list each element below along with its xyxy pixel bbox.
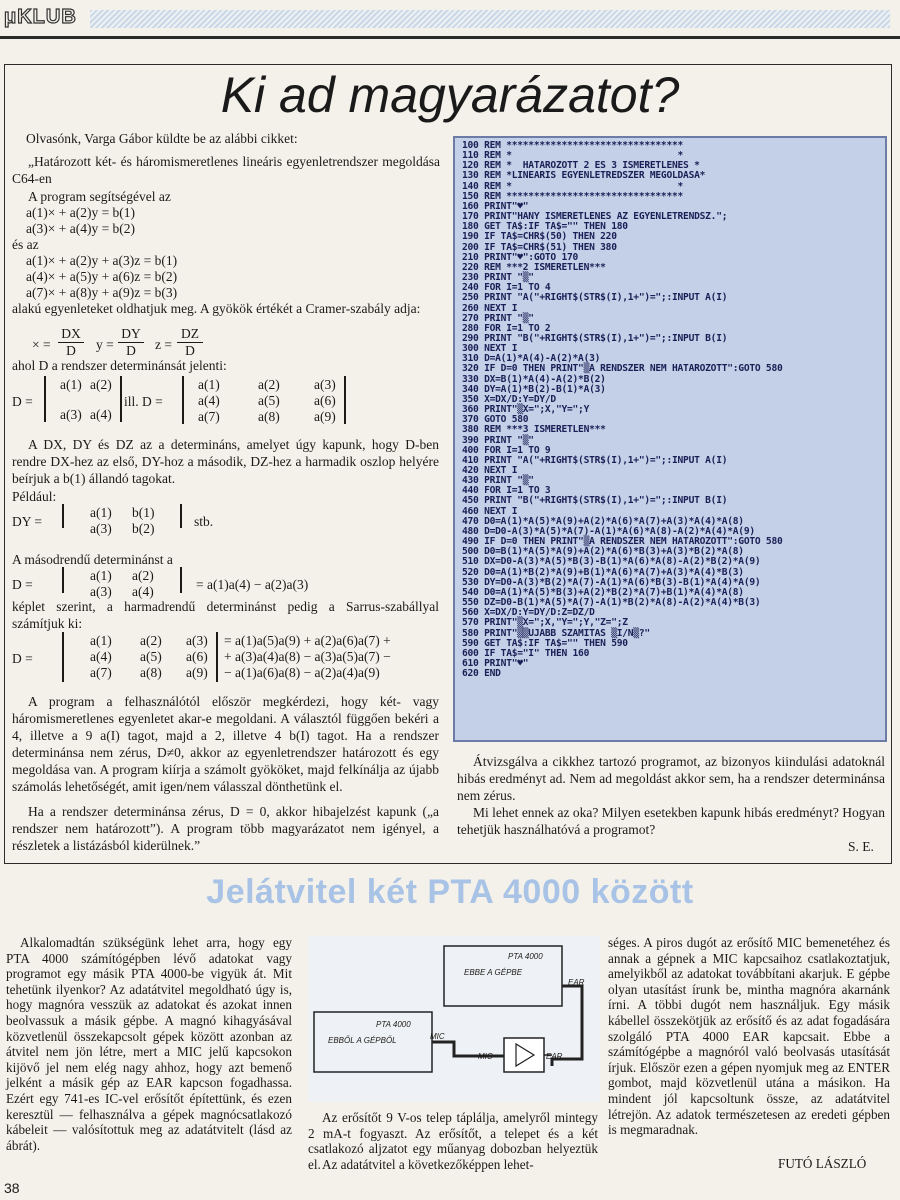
det3-a5: a(5): [258, 393, 280, 408]
d3-c7: a(7): [90, 665, 112, 680]
det2-a4: a(4): [90, 407, 112, 422]
det3-a9: a(9): [314, 409, 336, 424]
es-az-text: és az: [12, 237, 39, 252]
dy-c4: b(2): [132, 521, 155, 536]
diagram-pc1-name: PTA 4000: [508, 952, 543, 961]
det2-a1: a(1): [60, 377, 82, 392]
fraction-dz: [177, 326, 203, 359]
page-number: 38: [4, 1180, 20, 1196]
det3-a3: a(3): [314, 377, 336, 392]
section-logo: μKLUB: [4, 6, 77, 28]
equation-3b: a(4)× + a(5)y + a(6)z = b(2): [26, 269, 178, 284]
fraction-dz-num: DZ: [181, 326, 199, 341]
signature: S. E.: [848, 839, 874, 854]
d3-c4: a(4): [90, 649, 112, 664]
dy-c2: b(1): [132, 505, 155, 520]
d2-c1: a(1): [90, 568, 112, 583]
diagram-pc2-name: PTA 4000: [376, 1020, 411, 1029]
ill-text: ill. D =: [124, 394, 163, 409]
program-paragraph-2: A program a felhasználótól először megkérdezi, hogy két- vagy háromismeretlenes egyenletet akar-e megoldani. A választól függően bekéri a 4, illetve a 9 a(I) tagot, majd a 2, illetve 4 b(I) tagot. Ha a rendszer determinánsa nem zérus, D≠0, akkor az egyenletrendszer határozott és egy megoldása van. A program kiírja a számolt gyököket, majd felkínálja az újabb számolás lehetőségét, amit igen/nem válasszal dönthetünk el.: [12, 694, 439, 794]
diagram-ear-amp: EAR: [546, 1052, 563, 1061]
det3-right-bar: [344, 376, 346, 424]
diagram-mic-left: MIC: [430, 1032, 445, 1041]
dy-lhs: DY =: [12, 514, 42, 529]
diagram-pc1-sub: EBBE A GÉPBE: [464, 968, 523, 977]
d3-rhs-1: = a(1)a(5)a(9) + a(2)a(6)a(7) +: [224, 633, 391, 648]
amplifier-box: [504, 1038, 544, 1072]
d3-c9: a(9): [186, 665, 208, 680]
article2-author: FUTÓ LÁSZLÓ: [778, 1156, 867, 1171]
d2-left-bar: [62, 567, 64, 593]
equation-3a: a(1)× + a(2)y + a(3)z = b(1): [26, 253, 178, 268]
det3-a4: a(4): [198, 393, 220, 408]
cramer-x: × =: [32, 337, 51, 352]
fraction-dy: [118, 326, 144, 359]
equation-2b: a(3)× + a(4)y = b(2): [26, 221, 136, 236]
cramer-paragraph: alakú egyenleteket oldhatjuk meg. A gyökök értékét a Cramer-szabály adja:: [12, 301, 421, 316]
intro-text: Olvasónk, Varga Gábor küldte be az alábbi cikket:: [26, 131, 298, 146]
d3-lhs: D =: [12, 651, 33, 666]
masodrendu-text: A másodrendű determinánst a: [12, 552, 173, 567]
dy-stb: stb.: [194, 514, 214, 529]
det3-a8: a(8): [258, 409, 280, 424]
wiring-diagram: [304, 934, 600, 1104]
diagram-pc2-sub: EBBŐL A GÉPBŐL: [328, 1036, 397, 1045]
d2-rhs: = a(1)a(4) − a(2)a(3): [196, 577, 309, 592]
dy-c3: a(3): [90, 521, 112, 536]
diagram-mic-amp: MIC: [478, 1052, 493, 1061]
article2-column-3: séges. A piros dugót az erősítő MIC bemenetéhez és annak a gépnek a MIC kapcsaihoz csatlakoztatjuk, amelyikből az adatokat továbbítani akarjuk. E gépbe olyan utasítást írunk be, mintha magnóra akarnánk írni. A többi dugót nem használjuk. Egy másik kábellel összekötjük az erősítő és az adat fogadására szolgáló PTA 4000 EAR kapcsait. Ebbe a számítógépbe a magnóról való beolvasás utasítását írjuk. Először ezen a gépen nyomjuk meg az ENTER gombot, majd közvetlenül utána a másikon. Ha mindent jól kapcsoltunk össze, az adatátvitel létrejön. Az adatok természetesen az eredeti gépben is megmaradnak.: [608, 935, 890, 1138]
fraction-dx-den: D: [58, 342, 84, 359]
header-band: [90, 10, 890, 28]
det2-a2: a(2): [90, 377, 112, 392]
dy-c1: a(1): [90, 505, 112, 520]
d3-c3: a(3): [186, 633, 208, 648]
d2-lhs: D =: [12, 577, 33, 592]
peldaul-text: Például:: [12, 489, 57, 504]
fraction-dz-den: D: [177, 342, 203, 359]
det2-lhs: D =: [12, 394, 33, 409]
d2-c4: a(4): [132, 584, 154, 599]
d2-right-bar: [180, 567, 182, 593]
det3-a2: a(2): [258, 377, 280, 392]
d3-rhs-2: + a(3)a(4)a(8) − a(3)a(5)a(7) −: [224, 649, 391, 664]
sarrus-paragraph: képlet szerint, a harmadrendű determinánst pedig a Sarrus-szabállyal számítjuk ki:: [12, 599, 439, 631]
article2-column-2: Az erősítőt 9 V-os telep táplálja, amelyről mintegy 2 mA-t fogyaszt. Az erősítőt, a telepet és a két csatlakozó aljzatot egy műanyag dobozban helyeztük el.: [308, 1110, 598, 1172]
fraction-dx-num: DX: [61, 326, 81, 341]
d2-c3: a(3): [90, 584, 112, 599]
d2-c2: a(2): [132, 568, 154, 583]
program-text: A program segítségével az: [28, 189, 171, 204]
d3-left-bar: [62, 632, 64, 682]
cramer-y: y =: [96, 337, 114, 352]
diagram-background: [308, 936, 600, 1102]
cramer-z: z =: [155, 337, 172, 352]
d3-c2: a(2): [140, 633, 162, 648]
det3-a1: a(1): [198, 377, 220, 392]
fraction-dy-num: DY: [121, 326, 141, 341]
equation-3c: a(7)× + a(8)y + a(9)z = b(3): [26, 285, 178, 300]
d3-c6: a(6): [186, 649, 208, 664]
d3-c8: a(8): [140, 665, 162, 680]
basic-listing: [453, 136, 887, 742]
d3-right-bar: [216, 632, 218, 682]
equation-2a: a(1)× + a(2)y = b(1): [26, 205, 136, 220]
det3-a6: a(6): [314, 393, 336, 408]
article2-column-1: Alkalomadtán szükségünk lehet arra, hogy egy PTA 4000 számítógépben lévő adatokat vagy programot egy másik PTA 4000-be vigyük át. Mit tehetünk ilyenkor? Az adatátvitel megoldható úgy is, hogy magnóra vesszük az adatokat és azokat innen beolvassuk a másik gépbe. A magnó kihagyásával közvetlenül összekapcsolt gépek között azonban az átvitel nem jön létre, mert a MIC jelű kapcsokon kijövő jel nem elég nagy ahhoz, hogy azt bemenő jelként a másik gép az EAR kapcson fogadhassa. Ezért egy 741-es IC-vel erősítőt építettünk, és ezen keresztül — felhasználva a gépek magnócsatlakozó kábeleit — valósítottuk meg az adatátvitelt (lásd az ábrát).: [6, 935, 292, 1153]
article2-column-2-end: Az adatátvitel a következőképpen lehet-: [322, 1157, 534, 1172]
quote-paragraph: „Határozott két- és háromismeretlenes lineáris egyenletrendszer megoldása C64-en: [12, 154, 440, 186]
fraction-dy-den: D: [118, 342, 144, 359]
basic-listing-text: 100 REM ******************************** 110 REM * * 120 REM * HATAROZOTT 2 ES 3 ISMERETLENES * 130 REM *LINEARIS EGYENLETREDSZER MEGOLDASA* 140 REM * * 150 REM ******************************** 160 PRINT"♥" 170 PRINT"HANY ISMERETLENES AZ EGYENLETRENDSZ."; 180 GET TA$:IF TA$="" THEN 180 190 IF TA$=CHR$(50) THEN 220 200 IF TA$=CHR$(51) THEN 380 210 PRINT"♥":GOTO 170 220 REM ***2 ISMERETLEN*** 230 PRINT "▒" 240 FOR I=1 TO 4 250 PRINT "A("+RIGHT$(STR$(I),1+")=";:INPUT A(I) 260 NEXT I 270 PRINT "▒" 280 FOR I=1 TO 2 290 PRINT "B("+RIGHT$(STR$(I),1+")=";:INPUT B(I) 300 NEXT I 310 D=A(1)*A(4)-A(2)*A(3) 320 IF D=0 THEN PRINT"▒A RENDSZER NEM HATAROZOTT":GOTO 580 330 DX=B(1)*A(4)-A(2)*B(2) 340 DY=A(1)*B(2)-B(1)*A(3) 350 X=DX/D:Y=DY/D 360 PRINT"▒X=";X,"Y=";Y 370 GOTO 580 380 REM ***3 ISMERETLEN*** 390 PRINT "▒" 400 FOR I=1 TO 9 410 PRINT "A("+RIGHT$(STR$(I),1+")=";:INPUT A(I) 420 NEXT I 430 PRINT "▒" 440 FOR I=1 TO 3 450 PRINT "B("+RIGHT$(STR$(I),1+")=";:INPUT B(I) 460 NEXT I 470 D0=A(1)*A(5)*A(9)+A(2)*A(6)*A(7)+A(3)*A(4)*A(8) 480 D=D0-A(3)*A(5)*A(7)-A(1)*A(6)*A(8)-A(2)*A(4)*A(9) 490 IF D=0 THEN PRINT"▒A RENDSZER NEM HATAROZOTT":GOTO 580 500 D0=B(1)*A(5)*A(9)+A(2)*A(6)*B(3)+A(3)*B(2)*A(8) 510 DX=D0-A(3)*A(5)*B(3)-B(1)*A(6)*A(8)-A(2)*B(2)*A(9) 520 D0=A(1)*B(2)*A(9)+B(1)*A(6)*A(7)+A(3)*A(4)*B(3) 530 DY=D0-A(3)*B(2)*A(7)-A(1)*A(6)*B(3)-B(1)*A(4)*A(9) 540 D0=A(1)*A(5)*B(3)+A(2)*B(2)*A(7)+B(1)*A(4)*A(8) 550 DZ=D0-B(1)*A(5)*A(7)-A(1)*B(2)*A(8)-A(2)*A(4)*B(3) 560 X=DX/D:Y=DY/D:Z=DZ/D 570 PRINT"▒X=";X,"Y=";Y,"Z=";Z 580 PRINT"▒▒UJABB SZAMITAS ▒I/N▒?" 590 GET TA$:IF TA$="" THEN 590 600 IF TA$="I" THEN 160 610 PRINT"♥" 620 END: [462, 140, 783, 680]
d3-rhs-3: − a(1)a(6)a(8) − a(2)a(4)a(9): [224, 665, 380, 680]
header-rule: [0, 36, 900, 39]
det2-right-bar: [120, 376, 122, 422]
fraction-dx: [58, 326, 84, 359]
d3-c1: a(1): [90, 633, 112, 648]
analysis-paragraph: Átvizsgálva a cikkhez tartozó programot, az bizonyos kiindulási adatoknál hibás eredményt ad. Nem ad megoldást akkor sem, ha a rendszer determinánsa nem zérus.: [457, 754, 885, 803]
ahol-text: ahol D a rendszer determinánsát jelenti:: [12, 358, 227, 373]
article1-title: Ki ad magyarázatot?: [220, 67, 680, 123]
d3-c5: a(5): [140, 649, 162, 664]
det3-left-bar: [182, 376, 184, 424]
dxdydz-paragraph: A DX, DY és DZ az a determináns, amelyet úgy kapunk, hogy D-ben rendre DX-hez az első, DY-hoz a második, DZ-hez a harmadik oszlop helyére beírjuk a b(1) állandó tagokat.: [12, 437, 439, 486]
dy-right-bar: [180, 504, 182, 528]
diagram-ear-top: EAR: [568, 978, 585, 987]
det2-left-bar: [44, 376, 46, 422]
det2-a3: a(3): [60, 407, 82, 422]
det3-a7: a(7): [198, 409, 220, 424]
program-paragraph-3: Ha a rendszer determinánsa zérus, D = 0, akkor hibajelzést kapunk („a rendszer nem határozott”). A program több magyarázatot nem igényel, a részletek a listázásból kiderülnek.”: [12, 804, 439, 853]
question-paragraph: Mi lehet ennek az oka? Milyen esetekben kapunk hibás eredményt? Hogyan tehetjük használhatóvá a programot?: [457, 805, 885, 837]
article2-title: Jelátvitel két PTA 4000 között: [206, 873, 694, 911]
dy-left-bar: [62, 504, 64, 528]
